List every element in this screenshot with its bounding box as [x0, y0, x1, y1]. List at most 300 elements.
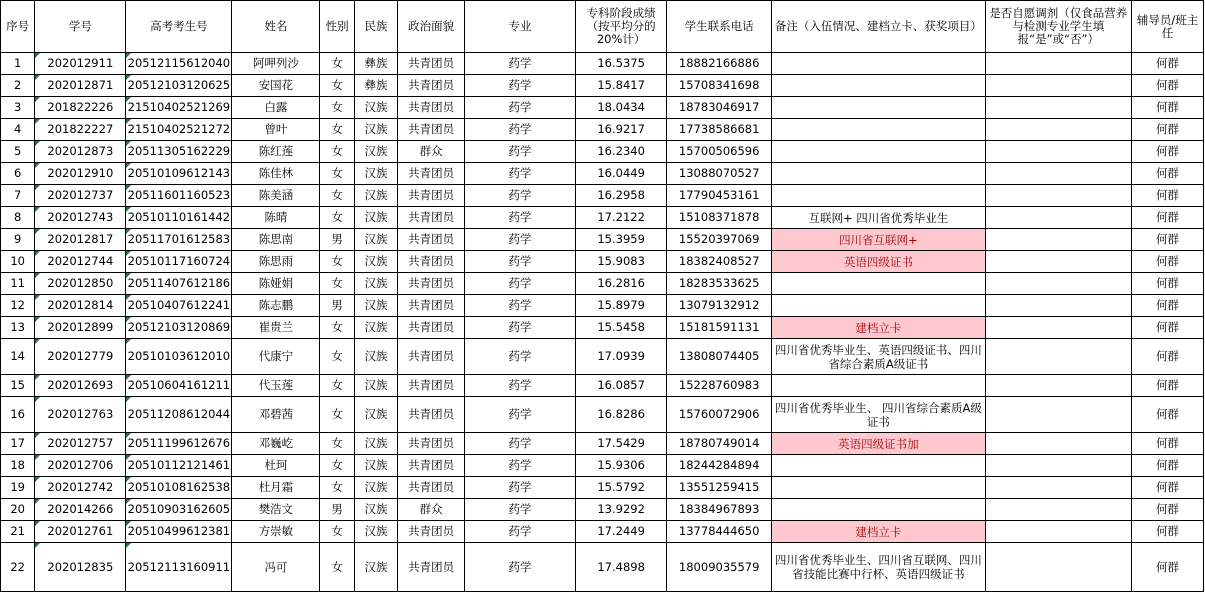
cell-student-id[interactable]: 202012737 — [35, 185, 126, 207]
cell-adjustment[interactable] — [985, 455, 1132, 477]
cell-political-status[interactable]: 共青团员 — [398, 375, 465, 397]
cell-political-status[interactable]: 共青团员 — [398, 455, 465, 477]
cell-name[interactable]: 曾叶 — [232, 119, 320, 141]
cell-exam-number[interactable]: 20510407612241 — [126, 295, 232, 317]
cell-name[interactable]: 陈红莲 — [232, 141, 320, 163]
cell-tutor[interactable]: 何群 — [1132, 317, 1204, 339]
cell-adjustment[interactable] — [985, 163, 1132, 185]
cell-student-id[interactable]: 202012850 — [35, 273, 126, 295]
cell-political-status[interactable]: 共青团员 — [398, 207, 465, 229]
cell-student-id[interactable]: 202012779 — [35, 339, 126, 375]
cell-ethnicity[interactable]: 汉族 — [354, 251, 397, 273]
cell-gender[interactable]: 女 — [320, 375, 354, 397]
cell-gender[interactable]: 女 — [320, 455, 354, 477]
cell-major[interactable]: 药学 — [464, 163, 575, 185]
cell-gender[interactable]: 男 — [320, 295, 354, 317]
cell-notes[interactable] — [772, 477, 985, 499]
cell-score[interactable]: 17.2449 — [576, 521, 667, 543]
cell-political-status[interactable]: 共青团员 — [398, 543, 465, 592]
cell-political-status[interactable]: 共青团员 — [398, 339, 465, 375]
cell-student-id[interactable]: 202012693 — [35, 375, 126, 397]
cell-adjustment[interactable] — [985, 521, 1132, 543]
cell-no[interactable]: 1 — [1, 53, 35, 75]
cell-major[interactable]: 药学 — [464, 433, 575, 455]
cell-notes[interactable] — [772, 163, 985, 185]
cell-exam-number[interactable]: 20511701612583 — [126, 229, 232, 251]
cell-no[interactable]: 11 — [1, 273, 35, 295]
cell-phone[interactable]: 18283533625 — [667, 273, 772, 295]
cell-phone[interactable]: 18244284894 — [667, 455, 772, 477]
cell-political-status[interactable]: 共青团员 — [398, 185, 465, 207]
table-row — [1, 207, 1204, 229]
cell-major[interactable]: 药学 — [464, 455, 575, 477]
cell-political-status[interactable]: 群众 — [398, 499, 465, 521]
cell-ethnicity[interactable]: 汉族 — [354, 295, 397, 317]
cell-phone[interactable]: 13088070527 — [667, 163, 772, 185]
cell-major[interactable]: 药学 — [464, 273, 575, 295]
cell-name[interactable]: 陈美涵 — [232, 185, 320, 207]
cell-major[interactable]: 药学 — [464, 339, 575, 375]
cell-major[interactable]: 药学 — [464, 317, 575, 339]
cell-name[interactable]: 陈志鹏 — [232, 295, 320, 317]
cell-major[interactable]: 药学 — [464, 185, 575, 207]
col-header-tutor[interactable]: 辅导员/班主任 — [1132, 1, 1204, 53]
cell-score[interactable]: 17.0939 — [576, 339, 667, 375]
cell-student-id[interactable]: 202012757 — [35, 433, 126, 455]
cell-no[interactable]: 8 — [1, 207, 35, 229]
cell-ethnicity[interactable]: 汉族 — [354, 433, 397, 455]
cell-no[interactable]: 21 — [1, 521, 35, 543]
cell-ethnicity[interactable]: 彝族 — [354, 53, 397, 75]
cell-phone[interactable]: 15700506596 — [667, 141, 772, 163]
cell-tutor[interactable]: 何群 — [1132, 543, 1204, 592]
cell-score[interactable]: 15.9306 — [576, 455, 667, 477]
cell-adjustment[interactable] — [985, 397, 1132, 433]
cell-phone[interactable]: 18783046917 — [667, 97, 772, 119]
cell-gender[interactable]: 女 — [320, 521, 354, 543]
cell-student-id[interactable]: 202012911 — [35, 53, 126, 75]
cell-exam-number[interactable]: 20510117160724 — [126, 251, 232, 273]
cell-ethnicity[interactable]: 汉族 — [354, 119, 397, 141]
cell-notes[interactable] — [772, 455, 985, 477]
cell-no[interactable]: 3 — [1, 97, 35, 119]
cell-score[interactable]: 15.8417 — [576, 75, 667, 97]
cell-name[interactable]: 杜月霜 — [232, 477, 320, 499]
cell-ethnicity[interactable]: 汉族 — [354, 207, 397, 229]
cell-major[interactable]: 药学 — [464, 477, 575, 499]
cell-notes[interactable]: 互联网+ 四川省优秀毕业生 — [772, 207, 985, 229]
cell-ethnicity[interactable]: 汉族 — [354, 273, 397, 295]
cell-name[interactable]: 陈思雨 — [232, 251, 320, 273]
cell-notes[interactable] — [772, 97, 985, 119]
cell-notes[interactable]: 四川省优秀毕业生、 四川省综合素质A级证书 — [772, 397, 985, 433]
cell-tutor[interactable]: 何群 — [1132, 97, 1204, 119]
cell-student-id[interactable]: 201822227 — [35, 119, 126, 141]
cell-notes[interactable] — [772, 273, 985, 295]
cell-name[interactable]: 陈晴 — [232, 207, 320, 229]
cell-major[interactable]: 药学 — [464, 251, 575, 273]
cell-major[interactable]: 药学 — [464, 207, 575, 229]
cell-major[interactable]: 药学 — [464, 75, 575, 97]
cell-ethnicity[interactable]: 汉族 — [354, 141, 397, 163]
cell-phone[interactable]: 18009035579 — [667, 543, 772, 592]
cell-notes[interactable] — [772, 375, 985, 397]
cell-score[interactable]: 16.2816 — [576, 273, 667, 295]
col-header-exam-number[interactable]: 高考考生号 — [126, 1, 232, 53]
cell-no[interactable]: 10 — [1, 251, 35, 273]
cell-adjustment[interactable] — [985, 339, 1132, 375]
cell-tutor[interactable]: 何群 — [1132, 433, 1204, 455]
cell-tutor[interactable]: 何群 — [1132, 185, 1204, 207]
cell-phone[interactable]: 17790453161 — [667, 185, 772, 207]
cell-ethnicity[interactable]: 汉族 — [354, 455, 397, 477]
cell-score[interactable]: 17.2122 — [576, 207, 667, 229]
cell-name[interactable]: 阿呷列沙 — [232, 53, 320, 75]
cell-exam-number[interactable]: 20510108162538 — [126, 477, 232, 499]
cell-exam-number[interactable]: 20512103120869 — [126, 317, 232, 339]
cell-notes[interactable]: 四川省优秀毕业生、四川省互联网、四川省技能比赛中行杯、英语四级证书 — [772, 543, 985, 592]
cell-score[interactable]: 17.5429 — [576, 433, 667, 455]
cell-major[interactable]: 药学 — [464, 229, 575, 251]
cell-exam-number[interactable]: 20512115612040 — [126, 53, 232, 75]
cell-student-id[interactable]: 202012763 — [35, 397, 126, 433]
cell-score[interactable]: 15.9083 — [576, 251, 667, 273]
cell-political-status[interactable]: 共青团员 — [398, 317, 465, 339]
cell-no[interactable]: 7 — [1, 185, 35, 207]
cell-political-status[interactable]: 共青团员 — [398, 477, 465, 499]
cell-student-id[interactable]: 202012744 — [35, 251, 126, 273]
cell-no[interactable]: 13 — [1, 317, 35, 339]
cell-ethnicity[interactable]: 汉族 — [354, 185, 397, 207]
cell-adjustment[interactable] — [985, 229, 1132, 251]
cell-student-id[interactable]: 202012910 — [35, 163, 126, 185]
cell-phone[interactable]: 18384967893 — [667, 499, 772, 521]
cell-gender[interactable]: 女 — [320, 251, 354, 273]
cell-student-id[interactable]: 202012742 — [35, 477, 126, 499]
cell-name[interactable]: 崔贵兰 — [232, 317, 320, 339]
cell-adjustment[interactable] — [985, 185, 1132, 207]
cell-score[interactable]: 15.3959 — [576, 229, 667, 251]
cell-no[interactable]: 19 — [1, 477, 35, 499]
cell-tutor[interactable]: 何群 — [1132, 75, 1204, 97]
cell-phone[interactable]: 15228760983 — [667, 375, 772, 397]
cell-gender[interactable]: 女 — [320, 207, 354, 229]
cell-student-id[interactable]: 202012899 — [35, 317, 126, 339]
cell-exam-number[interactable]: 20511199612676 — [126, 433, 232, 455]
cell-adjustment[interactable] — [985, 141, 1132, 163]
cell-tutor[interactable]: 何群 — [1132, 229, 1204, 251]
cell-adjustment[interactable] — [985, 433, 1132, 455]
cell-tutor[interactable]: 何群 — [1132, 251, 1204, 273]
cell-tutor[interactable]: 何群 — [1132, 53, 1204, 75]
cell-adjustment[interactable] — [985, 119, 1132, 141]
cell-major[interactable]: 药学 — [464, 97, 575, 119]
cell-major[interactable]: 药学 — [464, 375, 575, 397]
col-header-notes[interactable]: 备注（入伍情况、建档立卡、获奖项目） — [772, 1, 985, 53]
cell-name[interactable]: 陈佳林 — [232, 163, 320, 185]
cell-political-status[interactable]: 共青团员 — [398, 397, 465, 433]
cell-name[interactable]: 陈思南 — [232, 229, 320, 251]
cell-tutor[interactable]: 何群 — [1132, 375, 1204, 397]
cell-exam-number[interactable]: 20512113160911 — [126, 543, 232, 592]
cell-gender[interactable]: 女 — [320, 163, 354, 185]
cell-ethnicity[interactable]: 汉族 — [354, 97, 397, 119]
cell-phone[interactable]: 18882166886 — [667, 53, 772, 75]
col-header-adjustment[interactable]: 是否自愿调剂（仅食品营养与检测专业学生填报“是”或“否”） — [985, 1, 1132, 53]
cell-gender[interactable]: 女 — [320, 317, 354, 339]
cell-political-status[interactable]: 共青团员 — [398, 229, 465, 251]
cell-name[interactable]: 冯可 — [232, 543, 320, 592]
cell-student-id[interactable]: 202012743 — [35, 207, 126, 229]
cell-major[interactable]: 药学 — [464, 119, 575, 141]
cell-tutor[interactable]: 何群 — [1132, 397, 1204, 433]
cell-adjustment[interactable] — [985, 273, 1132, 295]
cell-ethnicity[interactable]: 汉族 — [354, 317, 397, 339]
cell-gender[interactable]: 女 — [320, 339, 354, 375]
cell-student-id[interactable]: 202012761 — [35, 521, 126, 543]
cell-student-id[interactable]: 202012817 — [35, 229, 126, 251]
col-header-ethnicity[interactable]: 民族 — [354, 1, 397, 53]
cell-ethnicity[interactable]: 汉族 — [354, 543, 397, 592]
cell-score[interactable]: 16.5375 — [576, 53, 667, 75]
cell-political-status[interactable]: 共青团员 — [398, 521, 465, 543]
cell-student-id[interactable]: 202012814 — [35, 295, 126, 317]
cell-political-status[interactable]: 共青团员 — [398, 295, 465, 317]
cell-exam-number[interactable]: 20512103120625 — [126, 75, 232, 97]
cell-tutor[interactable]: 何群 — [1132, 295, 1204, 317]
cell-tutor[interactable]: 何群 — [1132, 339, 1204, 375]
cell-notes[interactable]: 建档立卡 — [772, 317, 985, 339]
cell-notes[interactable] — [772, 295, 985, 317]
cell-ethnicity[interactable]: 汉族 — [354, 339, 397, 375]
cell-political-status[interactable]: 共青团员 — [398, 273, 465, 295]
col-header-political-status[interactable]: 政治面貌 — [398, 1, 465, 53]
cell-phone[interactable]: 13079132912 — [667, 295, 772, 317]
cell-notes[interactable]: 英语四级证书加 — [772, 433, 985, 455]
cell-phone[interactable]: 13778444650 — [667, 521, 772, 543]
cell-score[interactable]: 16.2340 — [576, 141, 667, 163]
col-header-phone[interactable]: 学生联系电话 — [667, 1, 772, 53]
cell-no[interactable]: 22 — [1, 543, 35, 592]
cell-gender[interactable]: 女 — [320, 543, 354, 592]
cell-gender[interactable]: 女 — [320, 119, 354, 141]
cell-name[interactable]: 陈娅娟 — [232, 273, 320, 295]
cell-major[interactable]: 药学 — [464, 53, 575, 75]
cell-tutor[interactable]: 何群 — [1132, 119, 1204, 141]
cell-phone[interactable]: 17738586681 — [667, 119, 772, 141]
cell-ethnicity[interactable]: 汉族 — [354, 521, 397, 543]
cell-no[interactable]: 18 — [1, 455, 35, 477]
cell-exam-number[interactable]: 20511407612186 — [126, 273, 232, 295]
cell-name[interactable]: 代玉莲 — [232, 375, 320, 397]
cell-adjustment[interactable] — [985, 97, 1132, 119]
cell-major[interactable]: 药学 — [464, 397, 575, 433]
col-header-student-id[interactable]: 学号 — [35, 1, 126, 53]
cell-major[interactable]: 药学 — [464, 499, 575, 521]
cell-adjustment[interactable] — [985, 295, 1132, 317]
cell-exam-number[interactable]: 20511208612044 — [126, 397, 232, 433]
cell-political-status[interactable]: 群众 — [398, 141, 465, 163]
cell-exam-number[interactable]: 21510402521269 — [126, 97, 232, 119]
col-header-score[interactable]: 专科阶段成绩（按平均分的20%计） — [576, 1, 667, 53]
cell-tutor[interactable]: 何群 — [1132, 163, 1204, 185]
cell-score[interactable]: 16.2958 — [576, 185, 667, 207]
cell-exam-number[interactable]: 20510112121461 — [126, 455, 232, 477]
cell-exam-number[interactable]: 20510110161442 — [126, 207, 232, 229]
cell-phone[interactable]: 13808074405 — [667, 339, 772, 375]
cell-student-id[interactable]: 202012706 — [35, 455, 126, 477]
cell-no[interactable]: 15 — [1, 375, 35, 397]
cell-name[interactable]: 邓巍屹 — [232, 433, 320, 455]
cell-phone[interactable]: 15708341698 — [667, 75, 772, 97]
cell-exam-number[interactable]: 20510103612010 — [126, 339, 232, 375]
cell-ethnicity[interactable]: 汉族 — [354, 229, 397, 251]
cell-name[interactable]: 杜珂 — [232, 455, 320, 477]
cell-notes[interactable]: 英语四级证书 — [772, 251, 985, 273]
cell-tutor[interactable]: 何群 — [1132, 141, 1204, 163]
cell-score[interactable]: 17.4898 — [576, 543, 667, 592]
cell-notes[interactable]: 建档立卡 — [772, 521, 985, 543]
cell-no[interactable]: 6 — [1, 163, 35, 185]
cell-exam-number[interactable]: 20511601160523 — [126, 185, 232, 207]
cell-tutor[interactable]: 何群 — [1132, 455, 1204, 477]
cell-score[interactable]: 16.0857 — [576, 375, 667, 397]
cell-no[interactable]: 12 — [1, 295, 35, 317]
cell-political-status[interactable]: 共青团员 — [398, 53, 465, 75]
cell-adjustment[interactable] — [985, 75, 1132, 97]
cell-notes[interactable] — [772, 499, 985, 521]
cell-exam-number[interactable]: 20510499612381 — [126, 521, 232, 543]
cell-notes[interactable] — [772, 53, 985, 75]
cell-major[interactable]: 药学 — [464, 295, 575, 317]
cell-phone[interactable]: 15181591131 — [667, 317, 772, 339]
cell-tutor[interactable]: 何群 — [1132, 499, 1204, 521]
cell-adjustment[interactable] — [985, 375, 1132, 397]
cell-no[interactable]: 20 — [1, 499, 35, 521]
cell-gender[interactable]: 女 — [320, 141, 354, 163]
cell-name[interactable]: 邓碧茜 — [232, 397, 320, 433]
cell-gender[interactable]: 女 — [320, 397, 354, 433]
cell-student-id[interactable]: 202014266 — [35, 499, 126, 521]
cell-student-id[interactable]: 201822226 — [35, 97, 126, 119]
cell-phone[interactable]: 13551259415 — [667, 477, 772, 499]
col-header-no[interactable]: 序号 — [1, 1, 35, 53]
cell-phone[interactable]: 18382408527 — [667, 251, 772, 273]
cell-phone[interactable]: 18780749014 — [667, 433, 772, 455]
cell-political-status[interactable]: 共青团员 — [398, 97, 465, 119]
cell-student-id[interactable]: 202012871 — [35, 75, 126, 97]
cell-notes[interactable] — [772, 185, 985, 207]
cell-gender[interactable]: 女 — [320, 273, 354, 295]
cell-notes[interactable] — [772, 141, 985, 163]
cell-major[interactable]: 药学 — [464, 521, 575, 543]
cell-political-status[interactable]: 共青团员 — [398, 433, 465, 455]
cell-score[interactable]: 15.8979 — [576, 295, 667, 317]
cell-no[interactable]: 17 — [1, 433, 35, 455]
cell-notes[interactable] — [772, 75, 985, 97]
cell-score[interactable]: 15.5792 — [576, 477, 667, 499]
cell-adjustment[interactable] — [985, 317, 1132, 339]
cell-gender[interactable]: 男 — [320, 499, 354, 521]
cell-notes[interactable]: 四川省互联网+ — [772, 229, 985, 251]
cell-tutor[interactable]: 何群 — [1132, 521, 1204, 543]
cell-political-status[interactable]: 共青团员 — [398, 251, 465, 273]
cell-no[interactable]: 2 — [1, 75, 35, 97]
cell-name[interactable]: 方崇敏 — [232, 521, 320, 543]
cell-adjustment[interactable] — [985, 499, 1132, 521]
cell-no[interactable]: 5 — [1, 141, 35, 163]
cell-ethnicity[interactable]: 汉族 — [354, 163, 397, 185]
cell-exam-number[interactable]: 20511305162229 — [126, 141, 232, 163]
cell-notes[interactable] — [772, 119, 985, 141]
cell-ethnicity[interactable]: 彝族 — [354, 75, 397, 97]
cell-ethnicity[interactable]: 汉族 — [354, 397, 397, 433]
cell-phone[interactable]: 15760072906 — [667, 397, 772, 433]
cell-name[interactable]: 白露 — [232, 97, 320, 119]
cell-political-status[interactable]: 共青团员 — [398, 119, 465, 141]
cell-gender[interactable]: 女 — [320, 97, 354, 119]
cell-score[interactable]: 16.8286 — [576, 397, 667, 433]
cell-ethnicity[interactable]: 汉族 — [354, 477, 397, 499]
cell-score[interactable]: 16.0449 — [576, 163, 667, 185]
cell-gender[interactable]: 女 — [320, 185, 354, 207]
cell-student-id[interactable]: 202012835 — [35, 543, 126, 592]
cell-tutor[interactable]: 何群 — [1132, 207, 1204, 229]
cell-phone[interactable]: 15108371878 — [667, 207, 772, 229]
cell-exam-number[interactable]: 20510604161211 — [126, 375, 232, 397]
cell-score[interactable]: 18.0434 — [576, 97, 667, 119]
cell-adjustment[interactable] — [985, 543, 1132, 592]
cell-notes[interactable]: 四川省优秀毕业生、英语四级证书、四川省综合素质A级证书 — [772, 339, 985, 375]
col-header-gender[interactable]: 性别 — [320, 1, 354, 53]
cell-name[interactable]: 代康宁 — [232, 339, 320, 375]
cell-exam-number[interactable]: 20510109612143 — [126, 163, 232, 185]
col-header-name[interactable]: 姓名 — [232, 1, 320, 53]
cell-phone[interactable]: 15520397069 — [667, 229, 772, 251]
cell-score[interactable]: 13.9292 — [576, 499, 667, 521]
cell-student-id[interactable]: 202012873 — [35, 141, 126, 163]
cell-gender[interactable]: 男 — [320, 229, 354, 251]
cell-adjustment[interactable] — [985, 251, 1132, 273]
cell-ethnicity[interactable]: 汉族 — [354, 375, 397, 397]
cell-score[interactable]: 16.9217 — [576, 119, 667, 141]
col-header-major[interactable]: 专业 — [464, 1, 575, 53]
cell-name[interactable]: 樊浩文 — [232, 499, 320, 521]
cell-adjustment[interactable] — [985, 53, 1132, 75]
cell-score[interactable]: 15.5458 — [576, 317, 667, 339]
cell-major[interactable]: 药学 — [464, 543, 575, 592]
cell-gender[interactable]: 女 — [320, 477, 354, 499]
cell-political-status[interactable]: 共青团员 — [398, 75, 465, 97]
cell-tutor[interactable]: 何群 — [1132, 273, 1204, 295]
cell-no[interactable]: 4 — [1, 119, 35, 141]
cell-no[interactable]: 14 — [1, 339, 35, 375]
cell-ethnicity[interactable]: 汉族 — [354, 499, 397, 521]
cell-gender[interactable]: 女 — [320, 53, 354, 75]
cell-gender[interactable]: 女 — [320, 75, 354, 97]
cell-no[interactable]: 16 — [1, 397, 35, 433]
cell-major[interactable]: 药学 — [464, 141, 575, 163]
cell-political-status[interactable]: 共青团员 — [398, 163, 465, 185]
cell-no[interactable]: 9 — [1, 229, 35, 251]
cell-exam-number[interactable]: 20510903162605 — [126, 499, 232, 521]
cell-adjustment[interactable] — [985, 207, 1132, 229]
cell-adjustment[interactable] — [985, 477, 1132, 499]
cell-gender[interactable]: 女 — [320, 433, 354, 455]
cell-exam-number[interactable]: 21510402521272 — [126, 119, 232, 141]
cell-name[interactable]: 安国花 — [232, 75, 320, 97]
cell-tutor[interactable]: 何群 — [1132, 477, 1204, 499]
